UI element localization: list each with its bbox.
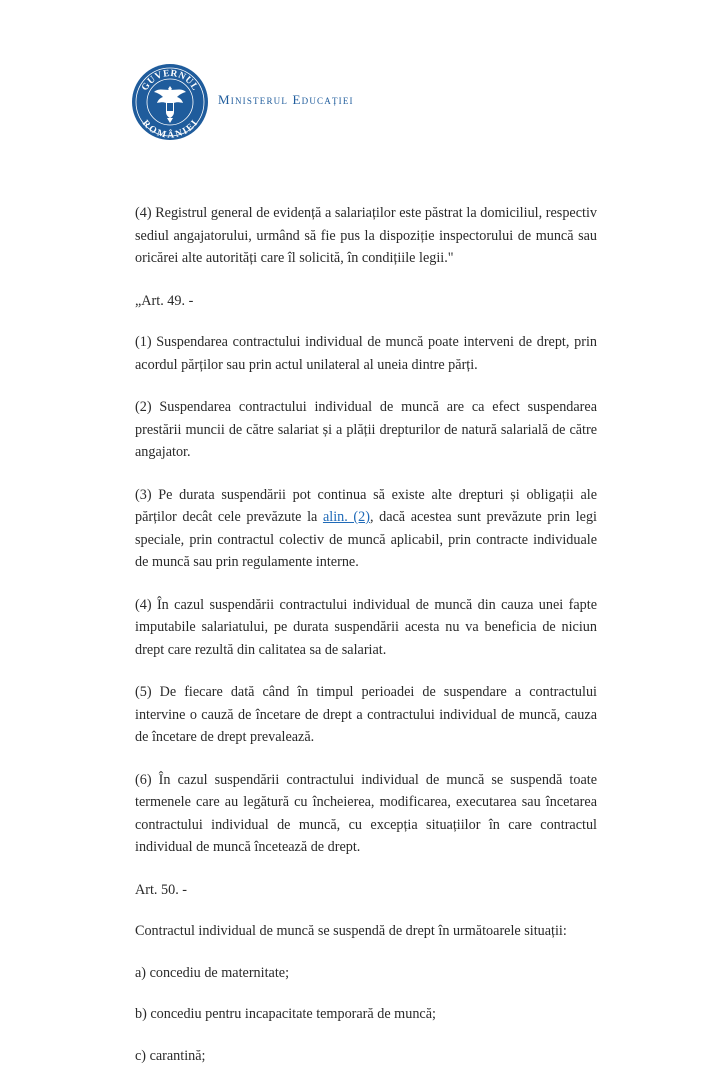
paragraph <box>135 484 597 574</box>
ministry-name: Ministerul Educației <box>218 92 354 107</box>
seal-top-text: GUVERNUL <box>140 68 200 93</box>
list-item: c) carantină; <box>135 1047 206 1064</box>
list-item: b) concediu pentru incapacitate temporară de muncă; <box>135 1006 436 1022</box>
reference-link[interactable]: alin. (2) <box>322 509 370 525</box>
seal-bottom-text: ROMÂNIEI <box>139 118 201 141</box>
paragraph: (2) Suspendarea contractului individual de muncă are ca efect suspendarea prestării muncii de către salariat și a plății drepturilor de natură salarială de către angajator. <box>135 399 597 460</box>
letterhead <box>130 62 610 142</box>
document-body <box>135 202 597 1086</box>
paragraph: (4) Registrul general de evidență a salariaților este păstrat la domiciliul, respectiv sediul angajatorului, urmând să fie pus la dispoziție inspectorului de muncă sau oricărei alte autorități care îl solicită, în condițiile legii." <box>135 205 597 266</box>
paragraph: Contractul individual de muncă se suspendă de drept în următoarele situații: <box>135 923 567 939</box>
paragraph: (1) Suspendarea contractului individual de muncă poate interveni de drept, prin acordul părților sau prin actul unilateral al uneia dintre părți. <box>135 334 597 373</box>
article-heading: „Art. 49. - <box>135 292 194 309</box>
paragraph: (4) În cazul suspendării contractului individual de muncă din cauza unei fapte imputabile salariatului, pe durata suspendării acesta nu va beneficia de niciun drept care rezultă din calitatea sa de salariat. <box>135 596 597 658</box>
paragraph-text: , dacă acestea sunt prevăzute prin legi speciale, prin contractul colectiv de muncă aplicabil, prin contracte individuale de muncă sau prin regulamente interne. <box>135 509 597 570</box>
paragraph-text: (3) Pe durata suspendării pot continua să existe alte drepturi și obligații ale părților decât cele prevăzute la <box>135 486 597 525</box>
list-item: a) concediu de maternitate; <box>135 964 290 981</box>
government-seal-icon <box>130 62 210 142</box>
article-heading: Art. 50. - <box>135 881 188 898</box>
paragraph: (5) De fiecare dată când în timpul perioadei de suspendare a contractului intervine o cauză de încetare de drept a contractului individual de muncă, cauza de încetare de drept prevalează. <box>135 684 597 745</box>
paragraph: (6) În cazul suspendării contractului individual de muncă se suspendă toate termenele care au legătură cu încheierea, modificarea, executarea sau încetarea contractului individual de muncă, cu excepția situațiilor în care contractul individual de muncă încetează de drept. <box>135 771 597 855</box>
